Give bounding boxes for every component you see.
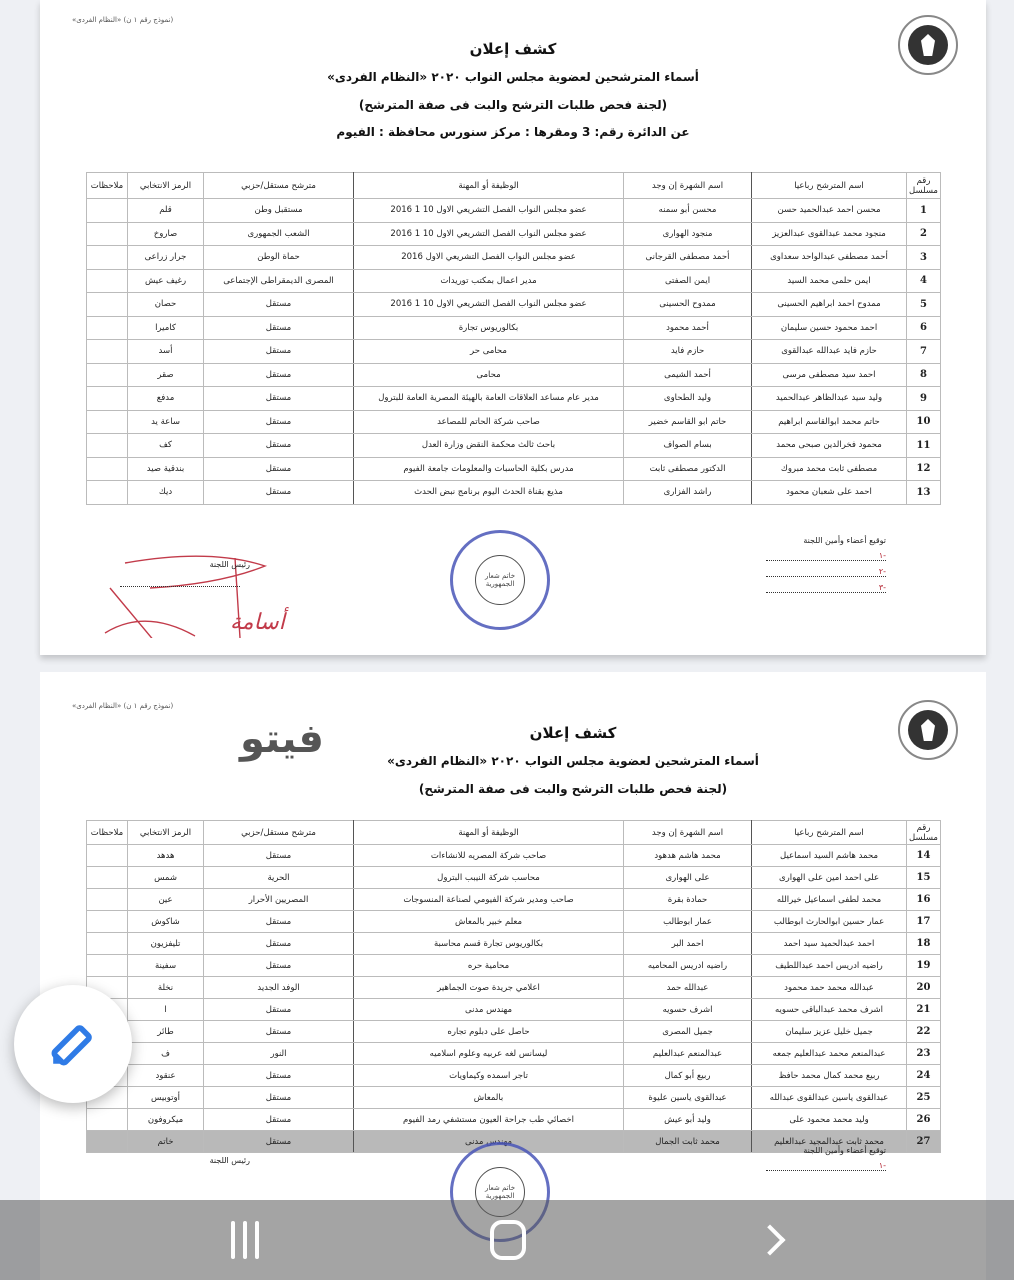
cell-symbol: تليفزيون [128,933,204,955]
title-block [40,40,986,139]
cell-name: محمد هاشم السيد اسماعيل [752,845,907,867]
cell-affiliation: مستقل [204,457,354,481]
candidates-table-1 [86,172,941,505]
cell-affiliation: مستقل [204,340,354,364]
member-1-signature: -١ [766,1161,886,1171]
cell-nickname: عمار ابوطالب [624,911,752,933]
cell-nickname: ايمن الصفتى [624,269,752,293]
candidates-table-2 [86,820,941,1153]
document-page-2 [40,672,986,1280]
cell-notes [87,222,128,246]
cell-notes [87,867,128,889]
cell-nickname: أحمد محمود [624,316,752,340]
cell-affiliation: مستقل [204,955,354,977]
cell-affiliation: مستقل [204,410,354,434]
cell-job: بالمعاش [354,1087,624,1109]
cell-symbol: جرار زراعى [128,246,204,270]
table-row [87,387,941,411]
cell-num: 20 [907,977,941,999]
cell-affiliation: مستقل [204,363,354,387]
cell-affiliation: مستقل [204,845,354,867]
cell-nickname: ربيع أبو كمال [624,1065,752,1087]
cell-name: حازم فايد عبدالله عبدالقوى [752,340,907,364]
cell-notes [87,363,128,387]
cell-job: محاسب شركة النيبب البترول [354,867,624,889]
cell-name: حاتم محمد ابوالقاسم ابراهيم [752,410,907,434]
cell-notes [87,387,128,411]
cell-nickname: جميل المصرى [624,1021,752,1043]
cell-symbol: رغيف عيش [128,269,204,293]
cell-job: تاجر اسمده وكيماويات [354,1065,624,1087]
cell-job: بكالوريوس تجارة [354,316,624,340]
cell-affiliation: مستقل [204,1065,354,1087]
cell-name: عبدالله محمد حمد محمود [752,977,907,999]
cell-num: 16 [907,889,941,911]
cell-notes [87,340,128,364]
table-row [87,977,941,999]
cell-symbol: بندقية صيد [128,457,204,481]
cell-name: منجود محمد عبدالقوى عبدالعزيز [752,222,907,246]
cell-symbol: ا [128,999,204,1021]
col-symbol: الرمز الانتخابي [128,821,204,845]
cell-symbol: قلم [128,199,204,223]
cell-nickname: احمد البر [624,933,752,955]
cell-job: مهندس مدنى [354,1131,624,1153]
system-navigation-bar [0,1200,1014,1280]
cell-affiliation: النور [204,1043,354,1065]
cell-notes [87,269,128,293]
cell-job: مدرس بكلية الحاسبات والمعلومات جامعة الفيوم [354,457,624,481]
table-row [87,1109,941,1131]
cell-name: اشرف محمد عبدالباقى حسويه [752,999,907,1021]
cell-num: 26 [907,1109,941,1131]
recents-icon [231,1221,259,1259]
cell-job: حاصل على دبلوم تجاره [354,1021,624,1043]
title-block [40,724,986,796]
cell-name: أحمد مصطفى عبدالواحد سعداوى [752,246,907,270]
cell-name: احمد سيد مصطفى مرسى [752,363,907,387]
cell-symbol: خاتم [128,1131,204,1153]
cell-job: اعلامي جريدة صوت الجماهير [354,977,624,999]
cell-symbol: مدفع [128,387,204,411]
table-header [87,173,941,199]
cell-affiliation: مستقل [204,1087,354,1109]
cell-num: 8 [907,363,941,387]
cell-name: وليد سيد عبدالظاهر عبدالحميد [752,387,907,411]
cell-name: راضيه ادريس احمد عبداللطيف [752,955,907,977]
cell-job: محامى حر [354,340,624,364]
cell-num: 17 [907,911,941,933]
table-row [87,222,941,246]
cell-nickname: وليد أبو عيش [624,1109,752,1131]
cell-nickname: محسن أبو سمنه [624,199,752,223]
table-row [87,293,941,317]
cell-symbol: ساعة يد [128,410,204,434]
chair-signature-line [120,586,240,587]
cell-nickname: عبدالله حمد [624,977,752,999]
members-label: توقيع أعضاء وأمين اللجنة [803,536,886,545]
cell-symbol: صقر [128,363,204,387]
member-3-signature: -٣ [766,583,886,593]
cell-nickname: أحمد مصطفى القرجانى [624,246,752,270]
cell-job: صاحب شركة الحاتم للمصاعد [354,410,624,434]
back-icon [754,1224,785,1255]
district-line: عن الدائرة رقم: 3 ومقرها : مركز سنورس محافظة : الفيوم [336,125,690,139]
cell-name: محمود فخرالدين صبحى محمد [752,434,907,458]
cell-symbol: طائر [128,1021,204,1043]
cell-nickname: عبدالقوى ياسين عليوة [624,1087,752,1109]
cell-nickname: أحمد الشيمى [624,363,752,387]
cell-notes [87,246,128,270]
cell-name: على احمد امين على الهوارى [752,867,907,889]
cell-num: 10 [907,410,941,434]
cell-symbol: كاميرا [128,316,204,340]
col-affiliation: مترشح مستقل/حزبي [204,821,354,845]
cell-affiliation: مستقل [204,1109,354,1131]
cell-nickname: بسام الصواف [624,434,752,458]
committee-line: (لجنة فحص طلبات الترشح والبت فى صفة المترشح) [358,98,668,112]
cell-num: 9 [907,387,941,411]
cell-symbol: عنقود [128,1065,204,1087]
signature-area-1 [40,530,986,650]
cell-notes [87,955,128,977]
col-nickname: اسم الشهرة إن وجد [624,821,752,845]
back-button[interactable] [740,1215,800,1265]
cell-name: محسن احمد عبدالحميد حسن [752,199,907,223]
cell-num: 19 [907,955,941,977]
table-row [87,269,941,293]
cell-name: ممدوح احمد ابراهيم الحسينى [752,293,907,317]
cell-nickname: حاتم ابو القاسم خضير [624,410,752,434]
cell-num: 7 [907,340,941,364]
cell-nickname: راضيه ادريس المحاميه [624,955,752,977]
official-stamp: خاتم شعار الجمهورية [450,1142,550,1242]
cell-affiliation: مستقبل وطن [204,199,354,223]
cell-symbol: ميكروفون [128,1109,204,1131]
cell-nickname: حمادة بقرة [624,889,752,911]
cell-num: 15 [907,867,941,889]
table-row [87,246,941,270]
cell-num: 1 [907,199,941,223]
cell-job: معلم خبير بالمعاش [354,911,624,933]
cell-affiliation: مستقل [204,481,354,505]
news-watermark-logo: فيتو [240,716,324,762]
cell-nickname: اشرف حسويه [624,999,752,1021]
recents-button[interactable] [215,1215,275,1265]
cell-nickname: منجود الهوارى [624,222,752,246]
cell-num: 25 [907,1087,941,1109]
table-row [87,867,941,889]
cell-affiliation: الوفد الجديد [204,977,354,999]
cell-symbol: نخلة [128,977,204,999]
cell-job: عضو مجلس النواب الفصل التشريعي الاول 10 1 2016 [354,293,624,317]
home-button[interactable] [478,1215,538,1265]
col-nickname: اسم الشهرة إن وجد [624,173,752,199]
cell-name: عمار حسين ابوالحارث ابوطالب [752,911,907,933]
cell-nickname: عبدالمنعم عبدالعليم [624,1043,752,1065]
table-row [87,316,941,340]
page-subtitle: أسماء المترشحين لعضوية مجلس النواب ٢٠٢٠ «النظام الفردى» [387,754,759,768]
cell-affiliation: مستقل [204,293,354,317]
cell-name: احمد على شعبان محمود [752,481,907,505]
chair-handwritten-name: أسامة [230,610,285,635]
cell-affiliation: الشعب الجمهورى [204,222,354,246]
cell-symbol: حصان [128,293,204,317]
chair-signature [120,560,285,650]
cell-notes [87,457,128,481]
table-row [87,481,941,505]
col-job: الوظيفة أو المهنة [354,173,624,199]
cell-num: 6 [907,316,941,340]
cell-name: احمد عبدالحميد سيد احمد [752,933,907,955]
cell-num: 4 [907,269,941,293]
col-notes: ملاحظات [87,821,128,845]
col-symbol: الرمز الانتخابي [128,173,204,199]
official-stamp: خاتم شعار الجمهورية [450,530,550,630]
table-row [87,845,941,867]
cell-symbol: شمس [128,867,204,889]
cell-num: 12 [907,457,941,481]
cell-notes [87,845,128,867]
cell-name: عبدالقوى ياسين عبدالقوى عبدالله [752,1087,907,1109]
cell-name: محمد لطفى اسماعيل خيرالله [752,889,907,911]
cell-affiliation: الحرية [204,867,354,889]
col-num: رقم مسلسل [907,173,941,199]
cell-job: ليسانس لغه عربيه وعلوم اسلاميه [354,1043,624,1065]
cell-affiliation: مستقل [204,316,354,340]
table-row [87,911,941,933]
cell-name: مصطفى ثابت محمد مبروك [752,457,907,481]
cell-affiliation: المصرى الديمقراطى الإجتماعى [204,269,354,293]
page-title: كشف إعلان [529,724,617,742]
cell-name: وليد محمد محمود على [752,1109,907,1131]
cell-notes [87,293,128,317]
members-label: توقيع أعضاء وأمين اللجنة [803,1146,886,1155]
cell-affiliation: مستقل [204,911,354,933]
cell-symbol: هدهد [128,845,204,867]
cell-job: عضو مجلس النواب الفصل التشريعي الاول 10 1 2016 [354,199,624,223]
cell-job: مدير اعمال بمكتب توريدات [354,269,624,293]
cell-num: 22 [907,1021,941,1043]
cell-nickname: الدكتور مصطفى ثابت [624,457,752,481]
committee-line: (لجنة فحص طلبات الترشح والبت فى صفة المترشح) [418,782,728,796]
table-row [87,340,941,364]
cell-notes [87,911,128,933]
cell-notes [87,410,128,434]
table-row [87,1021,941,1043]
chair-label: رئيس اللجنة [209,1156,250,1165]
cell-nickname: محمد هاشم هدهود [624,845,752,867]
cell-notes [87,933,128,955]
chair-label: رئيس اللجنة [209,560,250,569]
table-row [87,1065,941,1087]
cell-num: 23 [907,1043,941,1065]
edit-button[interactable] [14,985,132,1103]
cell-affiliation: المصريين الأحرار [204,889,354,911]
cell-symbol: أسد [128,340,204,364]
page-title: كشف إعلان [469,40,557,58]
home-icon [490,1220,526,1260]
page-subtitle: أسماء المترشحين لعضوية مجلس النواب ٢٠٢٠ «النظام الفردى» [327,70,699,84]
cell-affiliation: مستقل [204,434,354,458]
cell-notes [87,434,128,458]
cell-symbol: صاروخ [128,222,204,246]
committee-members-signatures [766,536,886,593]
cell-num: 2 [907,222,941,246]
cell-affiliation: مستقل [204,1131,354,1153]
cell-name: ايمن حلمى محمد السيد [752,269,907,293]
form-note: (نموذج رقم ١ ن) «النظام الفردى» [72,16,174,24]
cell-affiliation: مستقل [204,999,354,1021]
member-1-signature: -١ [766,551,886,561]
cell-num: 11 [907,434,941,458]
table-row [87,889,941,911]
cell-notes [87,1109,128,1131]
col-job: الوظيفة أو المهنة [354,821,624,845]
cell-job: عضو مجلس النواب الفصل التشريعي الاول 2016 [354,246,624,270]
form-note: (نموذج رقم ١ ن) «النظام الفردى» [72,702,174,710]
cell-nickname: على الهوارى [624,867,752,889]
col-affiliation: مترشح مستقل/حزبي [204,173,354,199]
cell-job: صاحب شركة المصريه للانشاءات [354,845,624,867]
cell-job: مهندس مدنى [354,999,624,1021]
cell-name: عبدالمنعم محمد عبدالعليم جمعه [752,1043,907,1065]
cell-num: 14 [907,845,941,867]
cell-symbol: أوتوبيس [128,1087,204,1109]
cell-notes [87,316,128,340]
table-header [87,821,941,845]
cell-nickname: محمد ثابت الجمال [624,1131,752,1153]
cell-notes [87,199,128,223]
col-name: اسم المترشح رباعيا [752,821,907,845]
member-2-signature: -٢ [766,567,886,577]
cell-affiliation: حماة الوطن [204,246,354,270]
cell-job: محامية حره [354,955,624,977]
cell-notes [87,481,128,505]
chair-signature [120,1156,280,1186]
col-name: اسم المترشح رباعيا [752,173,907,199]
cell-name: احمد محمود حسين سليمان [752,316,907,340]
cell-nickname: راشد الفزارى [624,481,752,505]
cell-name: محمد ثابت عبدالمجيد عبدالعليم [752,1131,907,1153]
cell-num: 13 [907,481,941,505]
cell-symbol: شاكوش [128,911,204,933]
cell-num: 24 [907,1065,941,1087]
cell-job: اخصائي طب جراحة العيون مستشفي رمد الفيوم [354,1109,624,1131]
cell-num: 21 [907,999,941,1021]
cell-symbol: ف [128,1043,204,1065]
table-row [87,933,941,955]
cell-symbol: عين [128,889,204,911]
cell-job: عضو مجلس النواب الفصل التشريعي الاول 10 1 2016 [354,222,624,246]
table-row [87,363,941,387]
cell-job: صاحب ومدير شركة الفيومي لصناعة المنسوجات [354,889,624,911]
table-row [87,1087,941,1109]
table-row [87,955,941,977]
cell-num: 27 [907,1131,941,1153]
cell-name: ربيع محمد كمال محمد حافظ [752,1065,907,1087]
table-row [87,999,941,1021]
table-row [87,434,941,458]
cell-nickname: حازم فايد [624,340,752,364]
cell-symbol: ديك [128,481,204,505]
cell-nickname: وليد الطحاوى [624,387,752,411]
cell-affiliation: مستقل [204,387,354,411]
col-num: رقم مسلسل [907,821,941,845]
document-page-1 [40,0,986,655]
cell-symbol: كف [128,434,204,458]
cell-nickname: ممدوح الحسينى [624,293,752,317]
cell-job: مدير عام مساعد العلاقات العامة بالهيئة المصرية العامة للبترول [354,387,624,411]
cell-symbol: سفينة [128,955,204,977]
cell-num: 18 [907,933,941,955]
table-row [87,457,941,481]
cell-num: 5 [907,293,941,317]
table-row [87,410,941,434]
committee-members-signatures [766,1146,886,1171]
table-row [87,199,941,223]
cell-num: 3 [907,246,941,270]
cell-notes [87,889,128,911]
cell-job: باحث ثالث محكمة النقض وزارة العدل [354,434,624,458]
cell-job: مذيع بقناة الحدث اليوم برنامج نبض الحدث [354,481,624,505]
cell-affiliation: مستقل [204,1021,354,1043]
cell-name: جميل خليل عزيز سليمان [752,1021,907,1043]
cell-affiliation: مستقل [204,933,354,955]
cell-job: محامى [354,363,624,387]
cell-job: بكالوريوس تجارة قسم محاسبة [354,933,624,955]
pencil-icon [45,1016,101,1072]
table-row [87,1043,941,1065]
col-notes: ملاحظات [87,173,128,199]
